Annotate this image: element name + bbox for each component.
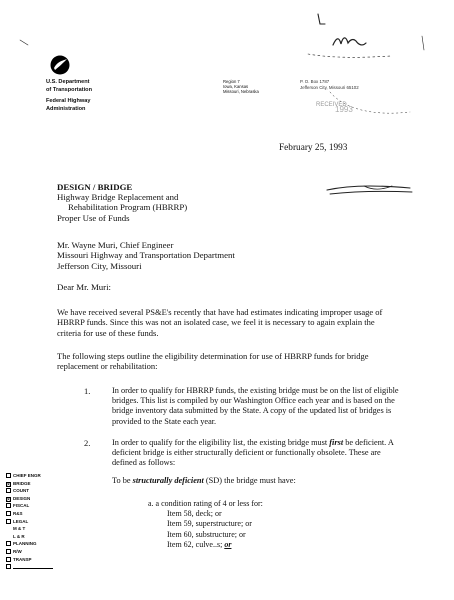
routing-label: CHIEF ENGR [13,473,41,478]
svg-text:RECEIVED: RECEIVED [316,102,347,108]
paragraph-1: We have received several PS&E's recently that have had estimates indicating improper usage of HBRRP funds. Since this was not an isolated case, we feel it is necessary to again explain the criteria for use of these funds. [57,307,383,338]
addressee-block: Mr. Wayne Muri, Chief Engineer Missouri Highway and Transportation Department Jefferson City, Missouri [57,240,235,271]
routing-label: BRIDGE [13,480,31,486]
sd-definition-line: To be structurally deficient (SD) the bridge must have: [112,476,296,485]
routing-label: COUNT [13,488,29,494]
subject-heading: DESIGN / BRIDGE [57,182,133,192]
po-box-address: P. O. Box 1787 Jefferson City, Missouri 65102 [300,79,359,90]
routing-label: LEGAL [13,518,29,524]
routing-label: TRANSP [13,556,32,562]
region-info: Region 7 Iowa, Kansas Missouri, Nebraska [223,79,259,95]
item-number: 1. [84,386,91,396]
agency-name: U.S. Department of Transportation Federal Highway Administration [46,79,92,112]
routing-label: M & T [13,526,26,532]
routing-label: R&S [13,510,23,516]
routing-label: DESIGN [13,495,31,501]
routing-label: FISCAL [13,503,30,509]
checked-box-icon: × [7,496,10,503]
routing-label: PLANNING [13,541,37,547]
paragraph-2: The following steps outline the eligibility determination for use of HBRRP funds for bridge replacement or rehabilitation: [57,351,369,372]
item-text: In order to qualify for HBRRP funds, the existing bridge must be on the list of eligible bridges. This list is compiled by our Washington Office each year and is based on the bridge inventory data submitted by the State. A copy of the updated list of bridges is provided to the State each year. [112,386,399,426]
condition-list: a. a condition rating of 4 or less for: Item 58, deck; or Item 59, superstructure; or Item 60, substructure; or Item 62, culve..s; or [148,499,263,549]
subject-block: DESIGN / BRIDGE Highway Bridge Replacement and Rehabilitation Program (HBRRP) Proper Use of Funds [57,182,188,223]
checked-box-icon: × [7,481,10,488]
item-number: 2. [84,438,91,448]
routing-label: R/W [13,548,22,554]
svg-text:1993: 1993 [335,105,353,114]
routing-label: L & R [13,533,25,539]
letter-date: February 25, 1993 [279,143,348,153]
salutation: Dear Mr. Muri: [57,282,111,292]
item-text: In order to qualify for the eligibility list, the existing bridge must first be deficient. A deficient bridge is either structurally deficient or functionally obsolete. These are defined as follows: [112,438,394,468]
